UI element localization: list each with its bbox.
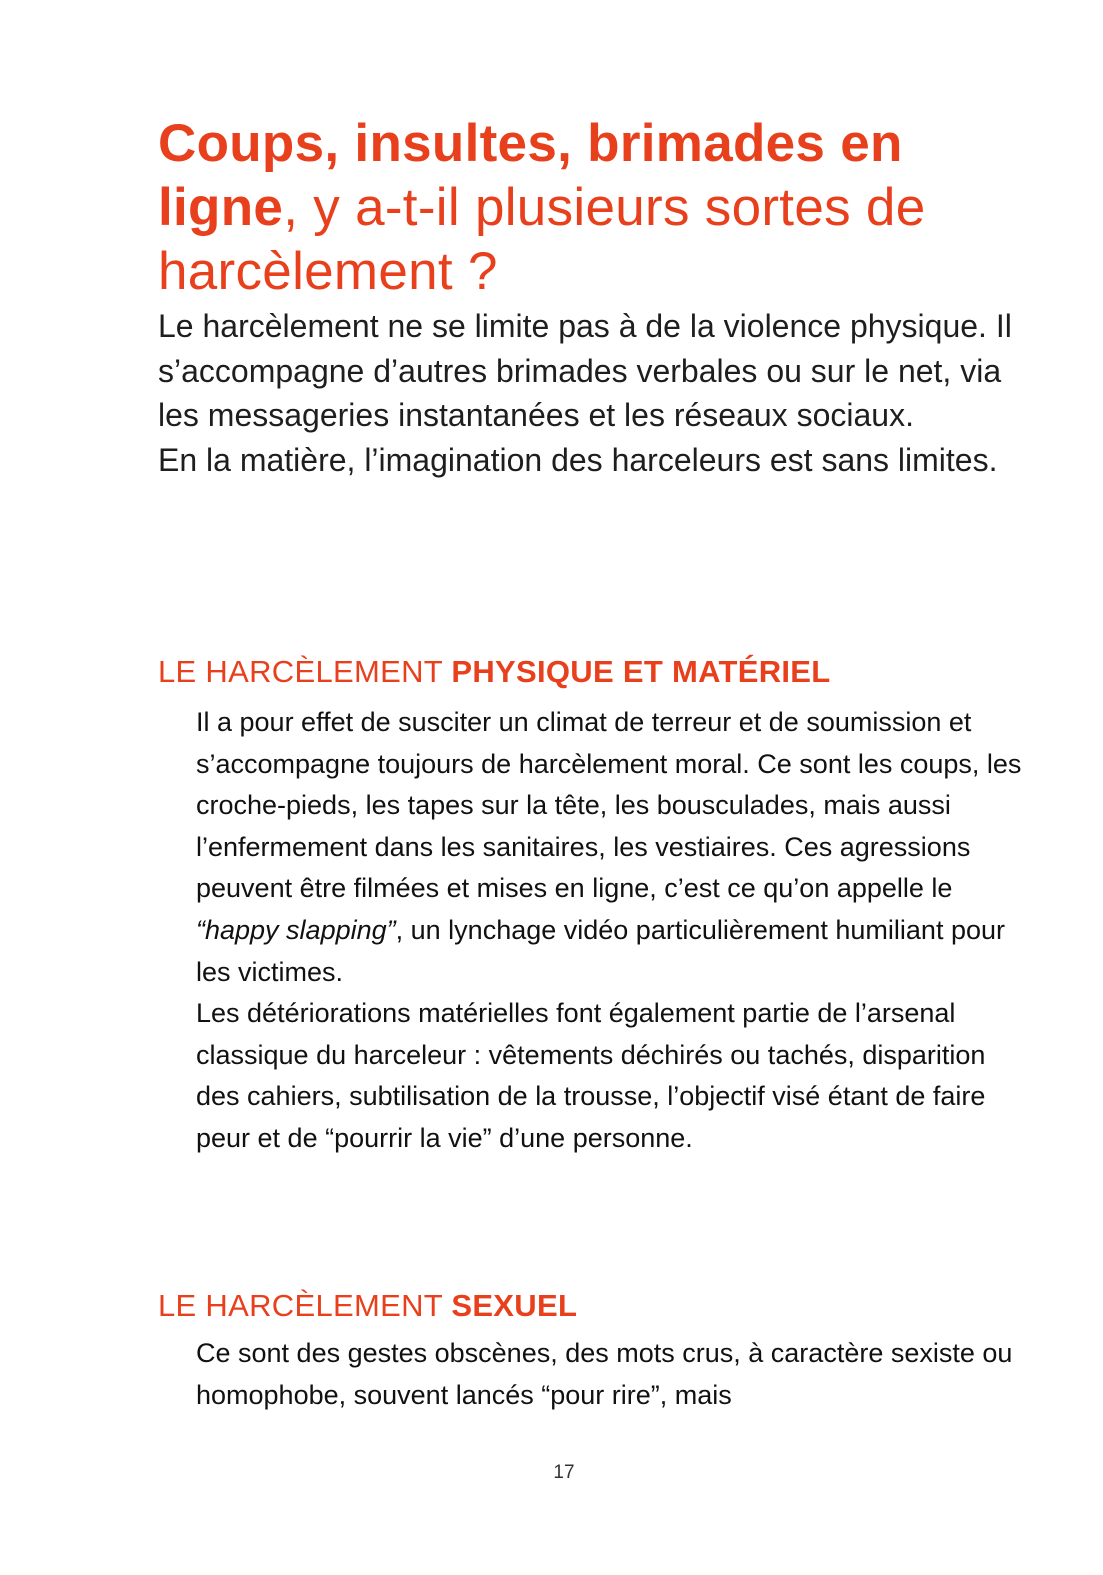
intro-paragraph-2: En la matière, l’imagination des harceleurs est sans limites. bbox=[158, 441, 998, 478]
section-heading-physique bbox=[158, 652, 831, 692]
section-paragraph bbox=[196, 702, 1026, 993]
section-heading-emphasis: PHYSIQUE ET MATÉRIEL bbox=[451, 654, 831, 689]
title-bold-part: Coups, insultes, brimades en ligne bbox=[158, 114, 903, 237]
section-body-physique bbox=[196, 702, 1026, 1160]
title-light-part: , y a-t-il plusieurs sortes de harcèlement ? bbox=[158, 178, 926, 301]
paragraph-text: Il a pour effet de susciter un climat de terreur et de soumission et s’accompagne toujours de harcèlement moral. Ce sont les coups, les croche-pieds, les tapes sur la tête, les bousculades, mais aussi l’enfermement dans les sanitaires, les vestiaires. Ces agressions peuvent être filmées et mises en ligne, c’est ce qu’on appelle le bbox=[196, 707, 1022, 904]
section-heading-sexuel bbox=[158, 1286, 577, 1326]
section-heading-prefix: LE HARCÈLEMENT bbox=[158, 654, 452, 689]
page-number: 17 bbox=[553, 1462, 575, 1483]
paragraph-text: , un lynchage vidéo particulièrement humiliant pour les victimes. bbox=[196, 914, 1005, 987]
page-title bbox=[158, 112, 1018, 304]
italic-term: “happy slapping” bbox=[196, 914, 396, 945]
section-heading-prefix: LE HARCÈLEMENT bbox=[158, 1288, 452, 1323]
intro-text bbox=[158, 304, 1038, 482]
intro-paragraph-1: Le harcèlement ne se limite pas à de la violence physique. Il s’accompagne d’autres brimades verbales ou sur le net, via les messageries instantanées et les réseaux sociaux. bbox=[158, 308, 1012, 433]
section-paragraph: Les détériorations matérielles font également partie de l’arsenal classique du harceleur : vêtements déchirés ou tachés, disparition des cahiers, subtilisation de la trousse, l’objectif visé étant de faire peur et de “pourrir la vie” d’une personne. bbox=[196, 998, 986, 1153]
section-body-sexuel bbox=[196, 1333, 1026, 1416]
section-paragraph: Ce sont des gestes obscènes, des mots crus, à caractère sexiste ou homophobe, souvent lancés “pour rire”, mais bbox=[196, 1338, 1013, 1410]
section-heading-emphasis: SEXUEL bbox=[451, 1288, 578, 1323]
